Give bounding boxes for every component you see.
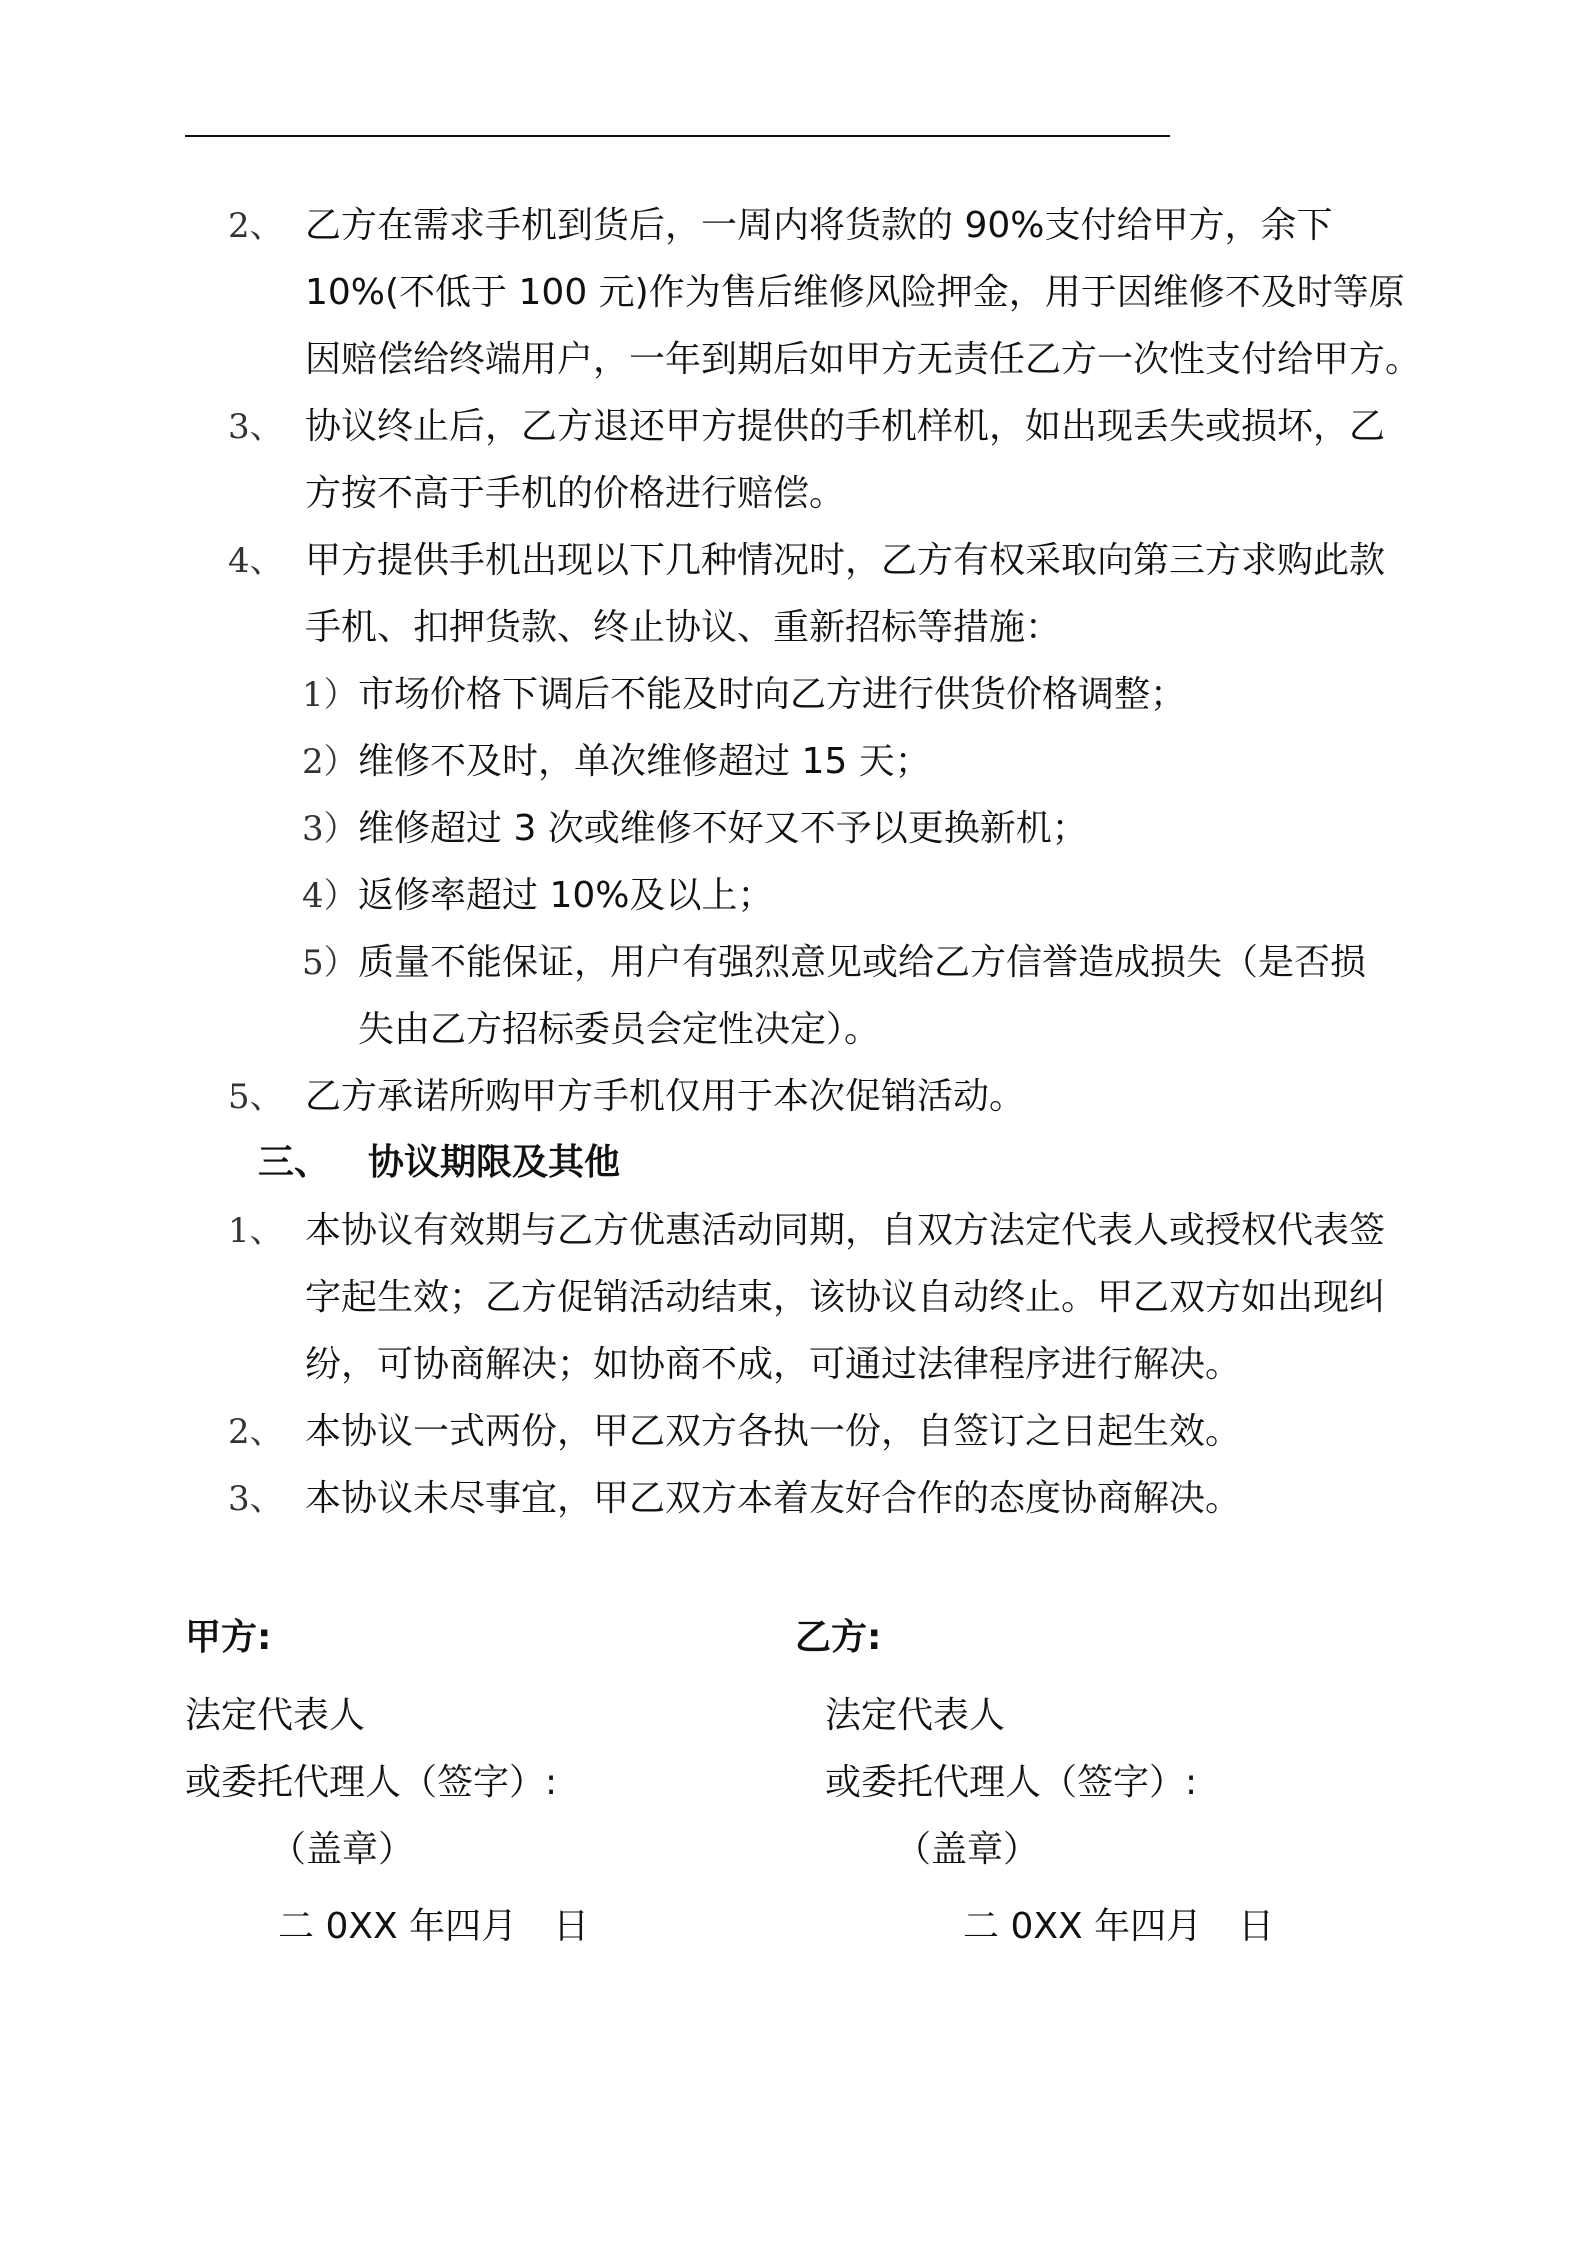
clause-text: 因赔偿给终端用户，一年到期后如甲方无责任乙方一次性支付给甲方。 (305, 339, 1422, 380)
party-b-date: 二 0XX 年四月 日 (963, 1906, 1275, 1947)
clause-text: 甲方提供手机出现以下几种情况时，乙方有权采取向第三方求购此款 (305, 540, 1386, 581)
sub-clause-number: 5） (302, 943, 358, 983)
clause-text: 乙方在需求手机到货后，一周内将货款的 90%支付给甲方，余下 (305, 205, 1333, 246)
party-a-date: 二 0XX 年四月 日 (278, 1906, 590, 1947)
section-title: 协议期限及其他 (368, 1142, 621, 1183)
clause-text: 本协议有效期与乙方优惠活动同期，自双方法定代表人或授权代表签 (305, 1210, 1386, 1251)
party-a-agent-signature: 或委托代理人（签字）: (185, 1762, 558, 1803)
party-b-agent-signature: 或委托代理人（签字）: (825, 1762, 1198, 1803)
party-a-seal: （盖章） (270, 1829, 415, 1870)
clause-text: 方按不高于手机的价格进行赔偿。 (305, 473, 846, 514)
party-b-representative: 法定代表人 (825, 1695, 1006, 1736)
sub-clause-number: 1） (302, 675, 358, 715)
party-b-label: 乙方: (795, 1617, 882, 1658)
clause-number: 1、 (228, 1211, 284, 1251)
party-b-seal: （盖章） (895, 1829, 1040, 1870)
clause-number: 5、 (228, 1077, 284, 1117)
clause-text: 乙方承诺所购甲方手机仅用于本次促销活动。 (305, 1076, 1026, 1117)
clause-text: 本协议未尽事宜，甲乙双方本着友好合作的态度协商解决。 (305, 1478, 1242, 1519)
clause-number: 3、 (228, 407, 284, 447)
clause-text: 纷，可协商解决；如协商不成，可通过法律程序进行解决。 (305, 1344, 1242, 1385)
header-rule (185, 135, 1170, 137)
sub-clause-number: 4） (302, 876, 358, 916)
sub-clause-text: 市场价格下调后不能及时向乙方进行供货价格调整； (358, 674, 1187, 715)
sub-clause-text: 失由乙方招标委员会定性决定）。 (358, 1009, 881, 1050)
party-a-label: 甲方: (185, 1617, 272, 1658)
clause-number: 2、 (228, 1412, 284, 1452)
sub-clause-number: 3） (302, 809, 358, 849)
clause-number: 2、 (228, 206, 284, 246)
party-a-representative: 法定代表人 (185, 1695, 366, 1736)
clause-text: 协议终止后，乙方退还甲方提供的手机样机，如出现丢失或损坏，乙 (305, 406, 1386, 447)
sub-clause-text: 维修超过 3 次或维修不好又不予以更换新机； (358, 808, 1088, 849)
sub-clause-text: 返修率超过 10%及以上； (358, 875, 774, 916)
sub-clause-number: 2） (302, 742, 358, 782)
clause-text: 手机、扣押货款、终止协议、重新招标等措施： (305, 607, 1062, 648)
clause-text: 本协议一式两份，甲乙双方各执一份，自签订之日起生效。 (305, 1411, 1242, 1452)
clause-number: 4、 (228, 541, 284, 581)
clause-number: 3、 (228, 1479, 284, 1519)
clause-text: 字起生效；乙方促销活动结束，该协议自动终止。甲乙双方如出现纠 (305, 1277, 1386, 1318)
clause-text: 10%(不低于 100 元)作为售后维修风险押金，用于因维修不及时等原 (305, 272, 1405, 313)
section-number: 三、 (258, 1142, 331, 1183)
sub-clause-text: 维修不及时，单次维修超过 15 天； (358, 741, 931, 782)
sub-clause-text: 质量不能保证，用户有强烈意见或给乙方信誉造成损失（是否损 (358, 942, 1367, 983)
